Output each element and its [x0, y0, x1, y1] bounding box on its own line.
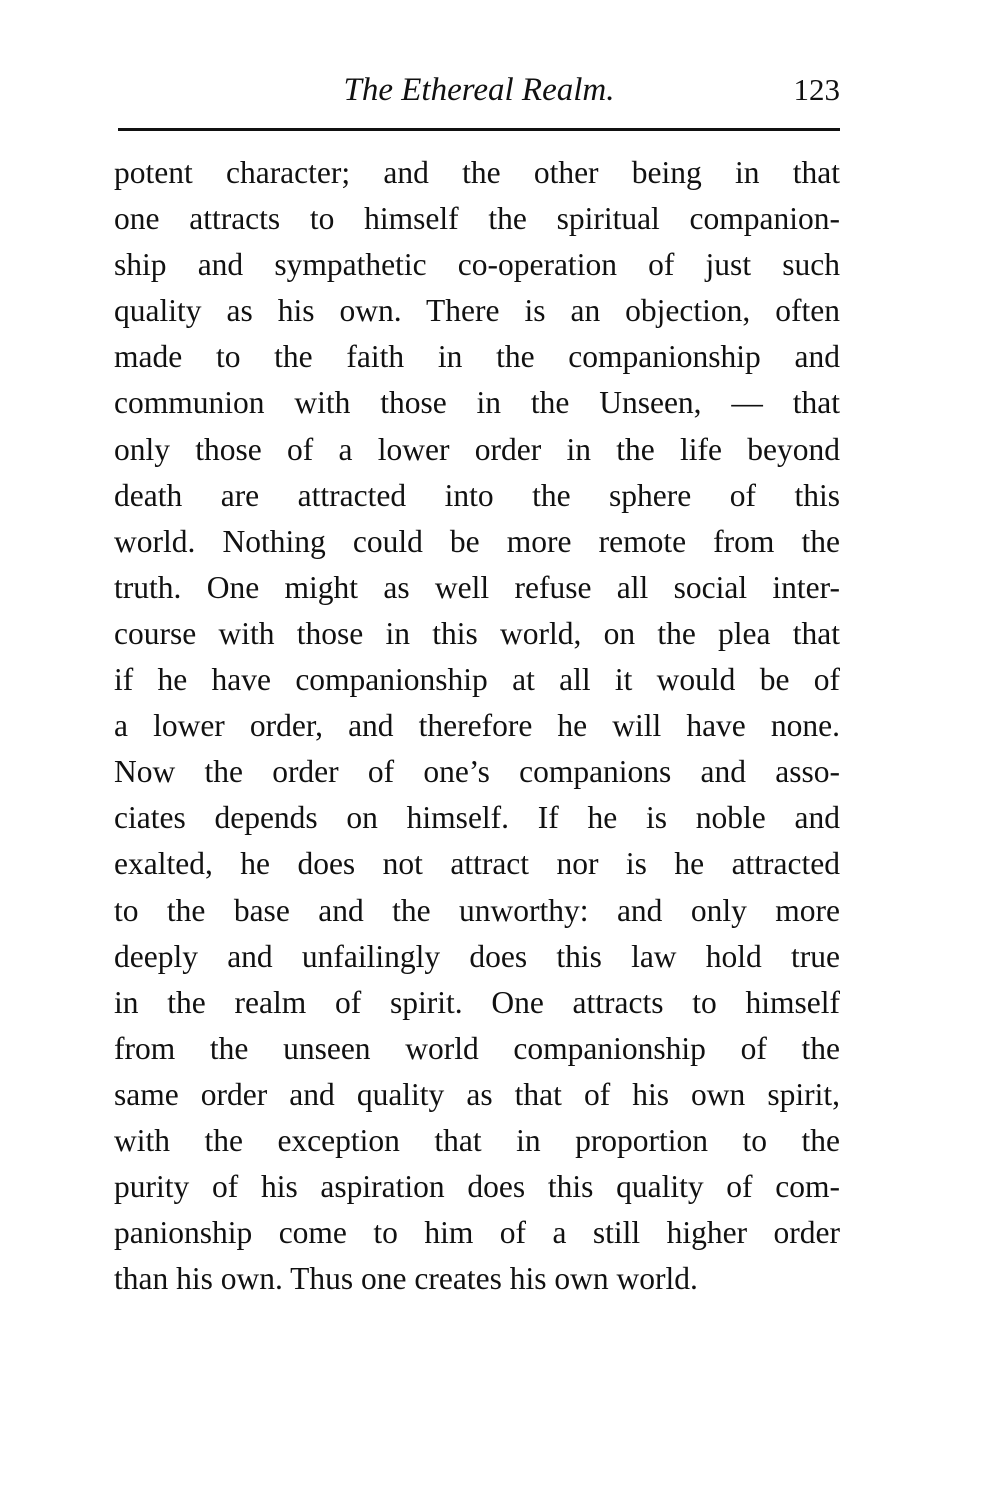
text-line: than his own. Thus one creates his own world.: [114, 1261, 698, 1297]
text-line: with the exception that in proportion to the: [114, 1122, 840, 1158]
text-line: communion with those in the Unseen, — that: [114, 385, 840, 421]
text-line: truth. One might as well refuse all social inter-: [114, 569, 840, 605]
text-line: if he have companionship at all it would be of: [114, 662, 840, 698]
text-line: only those of a lower order in the life beyond: [114, 431, 840, 467]
text-line: from the unseen world companionship of the: [114, 1030, 840, 1066]
text-line: world. Nothing could be more remote from the: [114, 523, 840, 559]
text-line: Now the order of one’s companions and asso-: [114, 754, 840, 790]
running-title: The Ethereal Realm.: [343, 72, 615, 108]
text-line: potent character; and the other being in that: [114, 155, 840, 190]
text-line: panionship come to him of a still higher order: [114, 1215, 840, 1251]
running-head: [118, 68, 840, 112]
text-line: purity of his aspiration does this quality of com-: [114, 1169, 840, 1205]
page-number: 123: [793, 72, 840, 107]
text-line: made to the faith in the companionship and: [114, 339, 840, 375]
text-line: deeply and unfailingly does this law hold true: [114, 938, 840, 974]
text-line: a lower order, and therefore he will have none.: [114, 708, 840, 744]
text-line: course with those in this world, on the plea that: [114, 615, 840, 651]
text-line: exalted, he does not attract nor is he attracted: [114, 846, 840, 882]
header-rule: [118, 128, 840, 131]
text-line: death are attracted into the sphere of this: [114, 477, 840, 513]
text-line: ciates depends on himself. If he is noble and: [114, 800, 840, 836]
text-line: ship and sympathetic co-operation of just such: [114, 247, 840, 283]
body-text: [114, 150, 840, 1302]
text-line: same order and quality as that of his own spirit,: [114, 1076, 840, 1112]
text-line: in the realm of spirit. One attracts to himself: [114, 984, 840, 1020]
text-line: to the base and the unworthy: and only more: [114, 892, 840, 928]
text-line: quality as his own. There is an objection, often: [114, 293, 840, 329]
text-line: one attracts to himself the spiritual companion-: [114, 201, 840, 237]
